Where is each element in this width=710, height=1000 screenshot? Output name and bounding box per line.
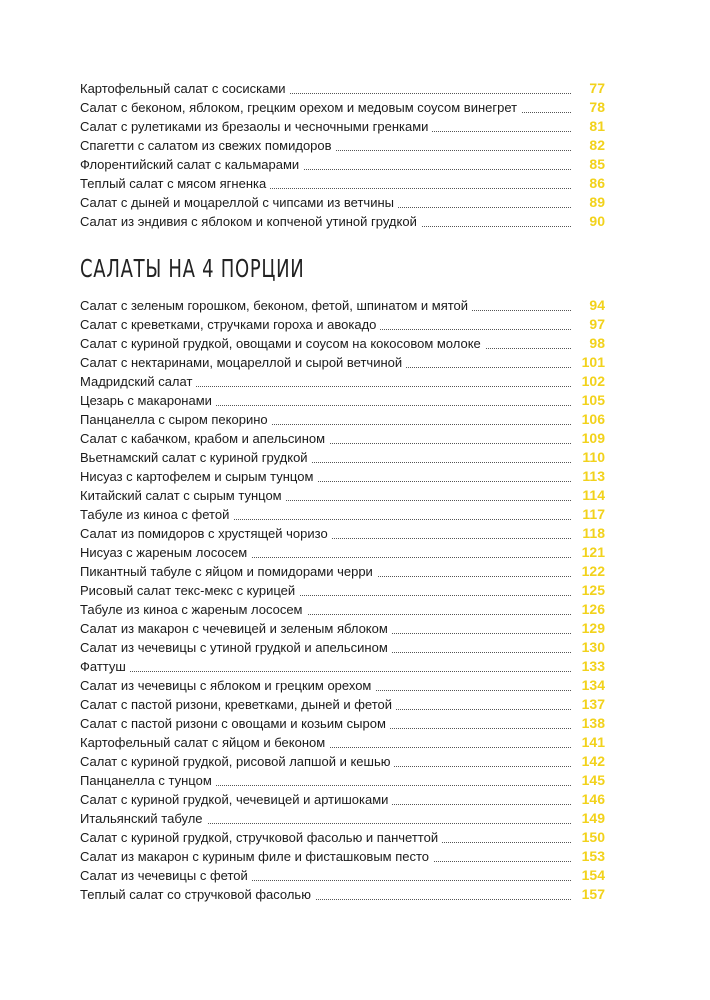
toc-entry-page-number: 114 [573, 486, 605, 505]
toc-entry-title: Салат с куриной грудкой, стручковой фасолью и панчеттой [80, 830, 442, 845]
toc-entry-page-number: 113 [573, 467, 605, 486]
toc-entry-title: Китайский салат с сырым тунцом [80, 488, 286, 503]
toc-entry-page-number: 150 [573, 828, 605, 847]
toc-entry-title: Табуле из киноа с фетой [80, 507, 233, 522]
leader-dots [80, 671, 571, 672]
toc-entry-title: Панцанелла с тунцом [80, 773, 216, 788]
toc-entry-page-number: 82 [573, 136, 605, 155]
toc-entry-title: Салат с куриной грудкой, рисовой лапшой и кешью [80, 754, 394, 769]
toc-entry-page-number: 78 [573, 98, 605, 117]
toc-entry-page-number: 145 [573, 771, 605, 790]
toc-entry-page-number: 90 [573, 212, 605, 231]
toc-entry-page-number: 97 [573, 315, 605, 334]
toc-entry[interactable] [80, 98, 605, 117]
toc-entry-title: Вьетнамский салат с куриной грудкой [80, 450, 312, 465]
toc-entry-title: Салат из чечевицы с яблоком и грецким орехом [80, 678, 375, 693]
toc-entry-title: Теплый салат со стручковой фасолью [80, 887, 315, 902]
toc-page [80, 79, 605, 904]
toc-entry[interactable] [80, 657, 605, 676]
toc-entry-title: Флорентийский салат с кальмарами [80, 157, 303, 172]
toc-entry-page-number: 157 [573, 885, 605, 904]
toc-entry-title: Салат с пастой ризони с овощами и козьим сыром [80, 716, 390, 731]
toc-entry[interactable] [80, 391, 605, 410]
toc-entry-page-number: 125 [573, 581, 605, 600]
toc-entry[interactable] [80, 410, 605, 429]
toc-entry-title: Салат из макарон с куриным филе и фисташковым песто [80, 849, 433, 864]
toc-entry-title: Салат с куриной грудкой, чечевицей и артишоками [80, 792, 392, 807]
toc-entry[interactable] [80, 117, 605, 136]
toc-entry[interactable] [80, 581, 605, 600]
toc-entry-title: Фаттуш [80, 659, 130, 674]
toc-entry-page-number: 106 [573, 410, 605, 429]
toc-entry-page-number: 133 [573, 657, 605, 676]
toc-entry[interactable] [80, 193, 605, 212]
toc-entry-title: Салат из чечевицы с фетой [80, 868, 252, 883]
toc-entry-page-number: 153 [573, 847, 605, 866]
toc-entry-title: Салат из макарон с чечевицей и зеленым яблоком [80, 621, 392, 636]
toc-list-section [80, 296, 605, 904]
toc-entry[interactable] [80, 524, 605, 543]
toc-list-top [80, 79, 605, 231]
toc-entry[interactable] [80, 315, 605, 334]
toc-entry-title: Итальянский табуле [80, 811, 207, 826]
toc-entry-page-number: 146 [573, 790, 605, 809]
toc-entry-page-number: 138 [573, 714, 605, 733]
toc-entry[interactable] [80, 155, 605, 174]
toc-entry[interactable] [80, 733, 605, 752]
toc-entry[interactable] [80, 353, 605, 372]
toc-entry-page-number: 110 [573, 448, 605, 467]
toc-entry[interactable] [80, 752, 605, 771]
toc-entry-title: Салат с пастой ризони, креветками, дыней и фетой [80, 697, 396, 712]
toc-entry-page-number: 126 [573, 600, 605, 619]
toc-entry[interactable] [80, 174, 605, 193]
toc-entry-page-number: 137 [573, 695, 605, 714]
toc-entry[interactable] [80, 212, 605, 231]
toc-entry-page-number: 89 [573, 193, 605, 212]
toc-entry-page-number: 134 [573, 676, 605, 695]
toc-entry[interactable] [80, 847, 605, 866]
toc-entry-title: Салат с зеленым горошком, беконом, фетой, шпинатом и мятой [80, 298, 472, 313]
toc-entry[interactable] [80, 771, 605, 790]
toc-entry-page-number: 121 [573, 543, 605, 562]
toc-entry[interactable] [80, 296, 605, 315]
toc-entry-title: Спагетти с салатом из свежих помидоров [80, 138, 336, 153]
toc-entry[interactable] [80, 809, 605, 828]
toc-entry-title: Салат с рулетиками из брезаолы и чесночными гренками [80, 119, 432, 134]
toc-entry-page-number: 118 [573, 524, 605, 543]
toc-entry[interactable] [80, 505, 605, 524]
toc-entry[interactable] [80, 695, 605, 714]
toc-entry-title: Салат из чечевицы с утиной грудкой и апельсином [80, 640, 392, 655]
toc-entry-title: Табуле из киноа с жареным лососем [80, 602, 307, 617]
toc-entry[interactable] [80, 885, 605, 904]
toc-entry-page-number: 142 [573, 752, 605, 771]
toc-entry-title: Цезарь с макаронами [80, 393, 216, 408]
toc-entry-page-number: 77 [573, 79, 605, 98]
toc-entry-title: Пикантный табуле с яйцом и помидорами черри [80, 564, 377, 579]
toc-entry[interactable] [80, 372, 605, 391]
toc-entry-title: Панцанелла с сыром пекорино [80, 412, 272, 427]
toc-entry[interactable] [80, 543, 605, 562]
toc-entry-title: Рисовый салат текс-мекс с курицей [80, 583, 299, 598]
section-heading: САЛАТЫ НА 4 ПОРЦИИ [80, 254, 305, 283]
toc-entry-title: Теплый салат с мясом ягненка [80, 176, 270, 191]
toc-entry[interactable] [80, 334, 605, 353]
toc-entry[interactable] [80, 600, 605, 619]
toc-entry[interactable] [80, 429, 605, 448]
toc-entry-title: Картофельный салат с яйцом и беконом [80, 735, 329, 750]
toc-entry-page-number: 94 [573, 296, 605, 315]
toc-entry[interactable] [80, 619, 605, 638]
toc-entry-title: Картофельный салат с сосисками [80, 81, 290, 96]
toc-entry-page-number: 130 [573, 638, 605, 657]
toc-entry[interactable] [80, 562, 605, 581]
toc-entry-title: Салат с кабачком, крабом и апельсином [80, 431, 329, 446]
toc-entry-page-number: 105 [573, 391, 605, 410]
toc-entry-page-number: 154 [573, 866, 605, 885]
toc-entry-title: Салат из эндивия с яблоком и копченой утиной грудкой [80, 214, 421, 229]
toc-entry-title: Салат с креветками, стручками гороха и авокадо [80, 317, 380, 332]
toc-entry-page-number: 117 [573, 505, 605, 524]
toc-entry[interactable] [80, 638, 605, 657]
toc-entry-page-number: 86 [573, 174, 605, 193]
toc-entry-page-number: 81 [573, 117, 605, 136]
toc-entry[interactable] [80, 467, 605, 486]
toc-entry-page-number: 149 [573, 809, 605, 828]
toc-entry-page-number: 122 [573, 562, 605, 581]
toc-entry-page-number: 85 [573, 155, 605, 174]
toc-entry-title: Салат из помидоров с хрустящей чоризо [80, 526, 332, 541]
toc-entry[interactable] [80, 714, 605, 733]
toc-entry-title: Нисуаз с картофелем и сырым тунцом [80, 469, 317, 484]
toc-entry-page-number: 102 [573, 372, 605, 391]
toc-entry-title: Салат с куриной грудкой, овощами и соусом на кокосовом молоке [80, 336, 485, 351]
toc-entry-title: Салат с нектаринами, моцареллой и сырой ветчиной [80, 355, 406, 370]
toc-entry[interactable] [80, 136, 605, 155]
toc-entry-page-number: 129 [573, 619, 605, 638]
toc-entry-title: Мадридский салат [80, 374, 196, 389]
toc-entry-page-number: 141 [573, 733, 605, 752]
toc-entry-page-number: 98 [573, 334, 605, 353]
toc-entry[interactable] [80, 79, 605, 98]
toc-entry[interactable] [80, 790, 605, 809]
toc-entry-page-number: 109 [573, 429, 605, 448]
toc-entry-title: Салат с дыней и моцареллой с чипсами из ветчины [80, 195, 398, 210]
toc-entry-title: Салат с беконом, яблоком, грецким орехом и медовым соусом винегрет [80, 100, 521, 115]
toc-entry[interactable] [80, 486, 605, 505]
toc-entry[interactable] [80, 448, 605, 467]
toc-entry[interactable] [80, 828, 605, 847]
toc-entry-page-number: 101 [573, 353, 605, 372]
toc-entry-title: Нисуаз с жареным лососем [80, 545, 251, 560]
toc-entry[interactable] [80, 866, 605, 885]
toc-entry[interactable] [80, 676, 605, 695]
